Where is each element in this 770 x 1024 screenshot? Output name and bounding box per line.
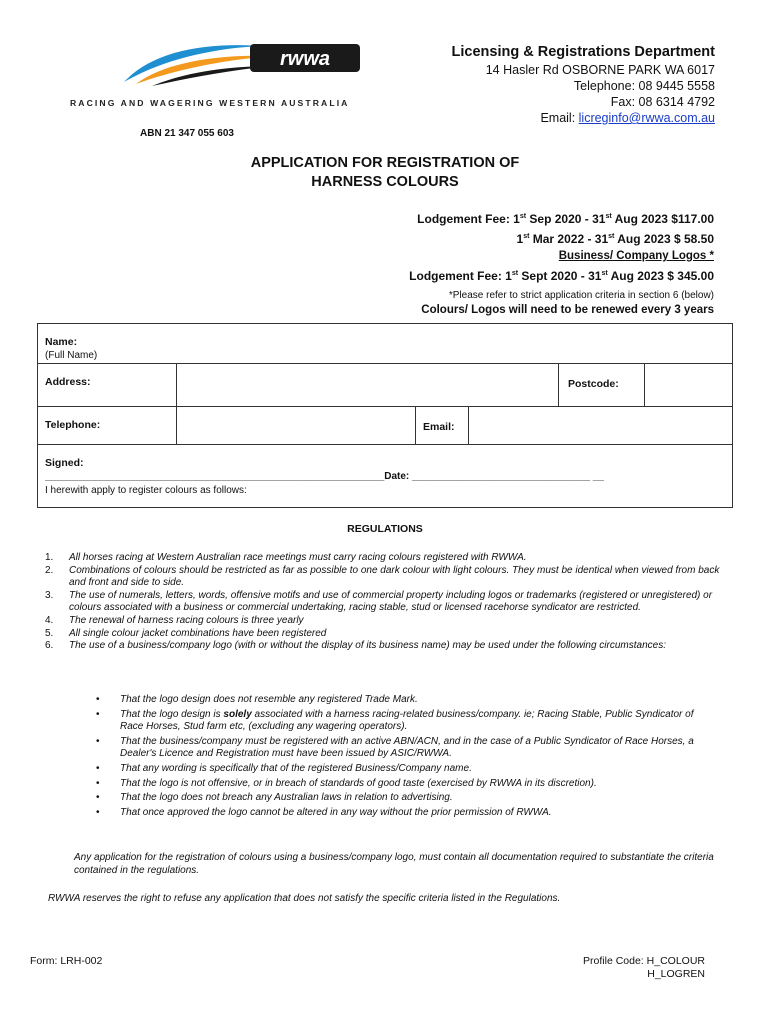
criteria-item bbox=[96, 694, 696, 707]
department-title: Licensing & Registrations Department bbox=[451, 44, 715, 60]
email-link[interactable]: licreginfo@rwwa.com.au bbox=[578, 111, 715, 125]
address-field[interactable] bbox=[177, 364, 558, 406]
fee-line-1 bbox=[409, 208, 714, 228]
profile-code-line-1: Profile Code: H_COLOUR bbox=[583, 955, 705, 967]
criteria-item bbox=[96, 763, 696, 776]
regulation-text: The renewal of harness racing colours is three yearly bbox=[69, 614, 304, 626]
rwwa-logo bbox=[70, 38, 360, 108]
criteria-item bbox=[96, 736, 696, 761]
regulation-number: 2. bbox=[45, 564, 54, 576]
logo-criteria-list bbox=[96, 694, 696, 821]
fee-text: 1 bbox=[516, 232, 524, 246]
fee-text: Aug 2023 $ 58.50 bbox=[614, 232, 714, 246]
postcode-field[interactable] bbox=[645, 364, 733, 406]
regulations-list bbox=[45, 552, 725, 653]
bullet-icon: • bbox=[96, 777, 100, 789]
name-label: Name: bbox=[45, 336, 78, 348]
form-code: Form: LRH-002 bbox=[30, 955, 103, 967]
bullet-icon: • bbox=[96, 806, 100, 818]
regulation-text: The use of numerals, letters, words, offensive motifs and use of commercial property including logos or trademarks (registered or unregistered) or colours associated with a business or commercial undertaking, racing stable, stud or licensed racehorse syndicator are restricted. bbox=[69, 589, 713, 614]
criteria-text: That any wording is specifically that of the registered Business/Company name. bbox=[120, 762, 472, 774]
email-label: Email: bbox=[540, 111, 579, 125]
telephone-label: Telephone: bbox=[45, 419, 101, 431]
regulation-number: 5. bbox=[45, 627, 54, 639]
fee-sup: st bbox=[605, 213, 612, 220]
criteria-item bbox=[96, 778, 696, 791]
divider bbox=[558, 364, 559, 406]
email-field-label: Email: bbox=[423, 421, 455, 433]
criteria-text: That the logo design does not resemble any registered Trade Mark. bbox=[120, 694, 418, 705]
fee-text: Aug 2023 $ 345.00 bbox=[607, 269, 714, 283]
criteria-text: That once approved the logo cannot be altered in any way without the prior permission of RWWA. bbox=[120, 806, 552, 818]
criteria-text: That the logo is not offensive, or in breach of standards of good taste (exercised by RWWA in its discretion). bbox=[120, 777, 597, 789]
regulation-text: All single colour jacket combinations have been registered bbox=[69, 627, 327, 639]
department-email-line bbox=[452, 110, 715, 126]
criteria-emphasis: solely bbox=[223, 708, 252, 720]
fee-text: Aug 2023 $117.00 bbox=[611, 212, 714, 226]
document-title bbox=[0, 154, 770, 192]
regulation-text: The use of a business/company logo (with or without the display of its business name) may be used under the following circumstances: bbox=[69, 640, 666, 652]
name-sublabel: (Full Name) bbox=[45, 350, 98, 361]
criteria-item bbox=[96, 709, 696, 734]
criteria-item bbox=[96, 807, 696, 820]
fee-line-3 bbox=[409, 265, 714, 285]
fee-text: Mar 2022 - 31 bbox=[529, 232, 609, 246]
regulations-heading: REGULATIONS bbox=[347, 523, 423, 535]
regulation-item bbox=[45, 590, 725, 615]
email-field[interactable] bbox=[469, 407, 733, 444]
logo-wordmark: rwwa bbox=[279, 48, 331, 70]
renewal-text: Colours/ Logos will need to be renewed every 3 years bbox=[421, 304, 714, 316]
department-telephone: Telephone: 08 9445 5558 bbox=[573, 79, 715, 93]
name-row bbox=[38, 324, 732, 364]
signature-row bbox=[38, 445, 732, 508]
bullet-icon: • bbox=[96, 694, 100, 705]
regulation-item bbox=[45, 628, 725, 641]
fee-sup: st bbox=[523, 233, 530, 240]
regulation-number: 4. bbox=[45, 614, 54, 626]
fee-text: Lodgement Fee: 1 bbox=[409, 269, 512, 283]
bullet-icon: • bbox=[96, 708, 100, 720]
applicant-form bbox=[37, 323, 733, 508]
regulation-item bbox=[45, 640, 725, 653]
criteria-text: That the business/company must be registered with an active ABN/ACN, and in the case of a Public Syndicator of Race Horses, a Dealer's Licence and Registration must have been issued by ASIC/RWWA. bbox=[120, 735, 694, 760]
title-line-2: HARNESS COLOURS bbox=[311, 174, 459, 190]
regulation-item bbox=[45, 552, 725, 565]
abn-number: ABN 21 347 055 603 bbox=[140, 128, 234, 139]
logo-tagline: RACING AND WAGERING WESTERN AUSTRALIA bbox=[70, 98, 350, 108]
fee-text: Sep 2020 - 31 bbox=[526, 212, 606, 226]
department-info bbox=[452, 42, 715, 126]
regulation-text: Combinations of colours should be restricted as far as possible to one dark colour with light colours. They must be identical when viewed from back and front and side to side. bbox=[69, 564, 720, 589]
department-address: 14 Hasler Rd OSBORNE PARK WA 6017 bbox=[485, 63, 715, 77]
fee-sup: st bbox=[608, 233, 615, 240]
profile-code bbox=[583, 955, 705, 981]
regulation-item bbox=[45, 565, 725, 590]
signed-label: Signed: bbox=[45, 457, 84, 469]
title-line-1: APPLICATION FOR REGISTRATION OF bbox=[250, 155, 520, 171]
bullet-icon: • bbox=[96, 792, 100, 804]
telephone-row bbox=[38, 407, 732, 445]
signature-date-line[interactable]: _____________________________________________________________Date: ________________________________ __ bbox=[45, 471, 604, 482]
logo-documentation-note: Any application for the registration of colours using a business/company logo, must contain all documentation required to substantiate the criteria contained in the regulations. bbox=[74, 852, 714, 876]
fee-sup: st bbox=[511, 270, 519, 277]
rwwa-swoosh-icon bbox=[122, 38, 362, 88]
divider bbox=[415, 407, 416, 444]
address-label: Address: bbox=[45, 376, 91, 388]
regulation-text: All horses racing at Western Australian race meetings must carry racing colours registered with RWWA. bbox=[69, 552, 527, 563]
regulation-number: 1. bbox=[45, 552, 54, 563]
regulation-number: 3. bbox=[45, 589, 54, 601]
logos-heading: Business/ Company Logos * bbox=[558, 250, 714, 262]
address-row bbox=[38, 364, 732, 407]
department-fax: Fax: 08 6314 4792 bbox=[610, 95, 715, 109]
bullet-icon: • bbox=[96, 735, 100, 747]
fee-text: Sept 2020 - 31 bbox=[518, 269, 602, 283]
criteria-text: That the logo design is bbox=[120, 708, 224, 720]
criteria-text: associated with a harness racing-related business/company. ie; Racing Stable, Public Syndicator of Race Horses, Stud farm etc, (excluding any wagering operators). bbox=[120, 708, 694, 733]
criteria-item bbox=[96, 792, 696, 805]
refusal-note: RWWA reserves the right to refuse any application that does not satisfy the specific criteria listed in the Regulations. bbox=[48, 893, 561, 904]
telephone-field[interactable] bbox=[177, 407, 415, 444]
fee-sup: st bbox=[519, 213, 527, 220]
lodgement-fees bbox=[409, 208, 714, 285]
criteria-text: *Please refer to strict application criteria in section 6 (below) bbox=[448, 290, 714, 301]
bullet-icon: • bbox=[96, 762, 100, 774]
regulation-item bbox=[45, 615, 725, 628]
regulation-number: 6. bbox=[45, 640, 54, 652]
postcode-label: Postcode: bbox=[568, 378, 619, 390]
apply-statement: I herewith apply to register colours as follows: bbox=[45, 485, 247, 496]
fee-text: Lodgement Fee: 1 bbox=[417, 212, 520, 226]
profile-code-line-2: H_LOGREN bbox=[647, 968, 705, 980]
criteria-text: That the logo does not breach any Australian laws in relation to advertising. bbox=[120, 792, 453, 804]
fee-sup: st bbox=[601, 270, 608, 277]
criteria-note bbox=[421, 289, 714, 317]
fee-line-2 bbox=[409, 228, 714, 248]
